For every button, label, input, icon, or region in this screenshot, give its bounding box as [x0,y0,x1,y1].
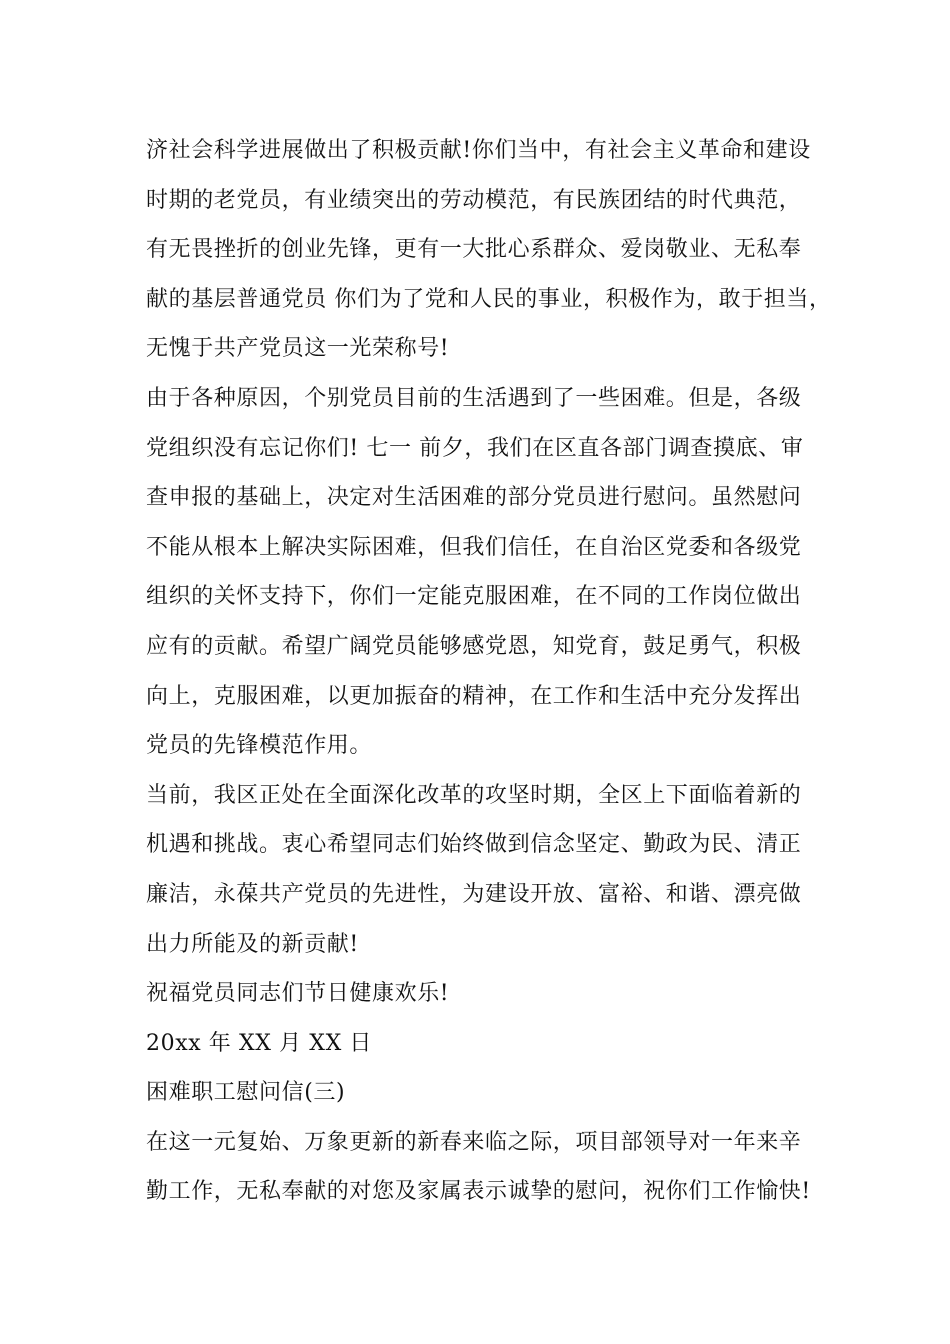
text-line-7: 党组织没有忘记你们! 七一 前夕，我们在区直各部门调查摸底、审 [146,435,804,461]
text-line-16: 廉洁，永葆共产党员的先进性，为建设开放、富裕、和谐、漂亮做 [146,881,802,907]
text-line-21: 在这一元复始、万象更新的新春来临之际，项目部领导对一年来辛 [146,1129,802,1155]
text-line-20: 困难职工慰问信(三) [146,1080,346,1106]
text-line-22: 勤工作，无私奉献的对您及家属表示诚挚的慰问，祝你们工作愉快! [146,1179,811,1205]
text-line-11: 应有的贡献。希望广阔党员能够感党恩，知党育，鼓足勇气，积极 [146,633,802,659]
text-line-9: 不能从根本上解决实际困难，但我们信任，在自治区党委和各级党 [146,534,802,560]
text-line-3: 有无畏挫折的创业先锋，更有一大批心系群众、爱岗敬业、无私奉 [146,237,802,263]
document-body [146,126,836,1217]
text-line-8: 查申报的基础上，决定对生活困难的部分党员进行慰问。虽然慰问 [146,485,802,511]
text-line-5: 无愧于共产党员这一光荣称号! [146,336,450,362]
text-line-4: 献的基层普通党员 你们为了党和人民的事业，积极作为，敢于担当， [146,286,832,312]
text-line-12: 向上，克服困难，以更加振奋的精神，在工作和生活中充分发挥出 [146,683,802,709]
text-line-17: 出力所能及的新贡献! [146,931,359,957]
text-line-15: 机遇和挑战。衷心希望同志们始终做到信念坚定、勤政为民、清正 [146,832,802,858]
text-line-10: 组织的关怀支持下，你们一定能克服困难，在不同的工作岗位做出 [146,584,802,610]
text-line-2: 时期的老党员，有业绩突出的劳动模范，有民族团结的时代典范， [146,187,802,213]
text-line-14: 当前，我区正处在全面深化改革的攻坚时期，全区上下面临着新的 [146,782,802,808]
text-line-18: 祝福党员同志们节日健康欢乐! [146,981,450,1007]
text-line-13: 党员的先锋模范作用。 [146,733,373,759]
text-line-1: 济社会科学进展做出了积极贡献!你们当中，有社会主义革命和建设 [146,138,811,163]
text-line-6: 由于各种原因，个别党员目前的生活遇到了一些困难。但是，各级 [146,385,802,411]
text-line-19: 20xx 年 XX 月 XX 日 [146,1030,373,1056]
